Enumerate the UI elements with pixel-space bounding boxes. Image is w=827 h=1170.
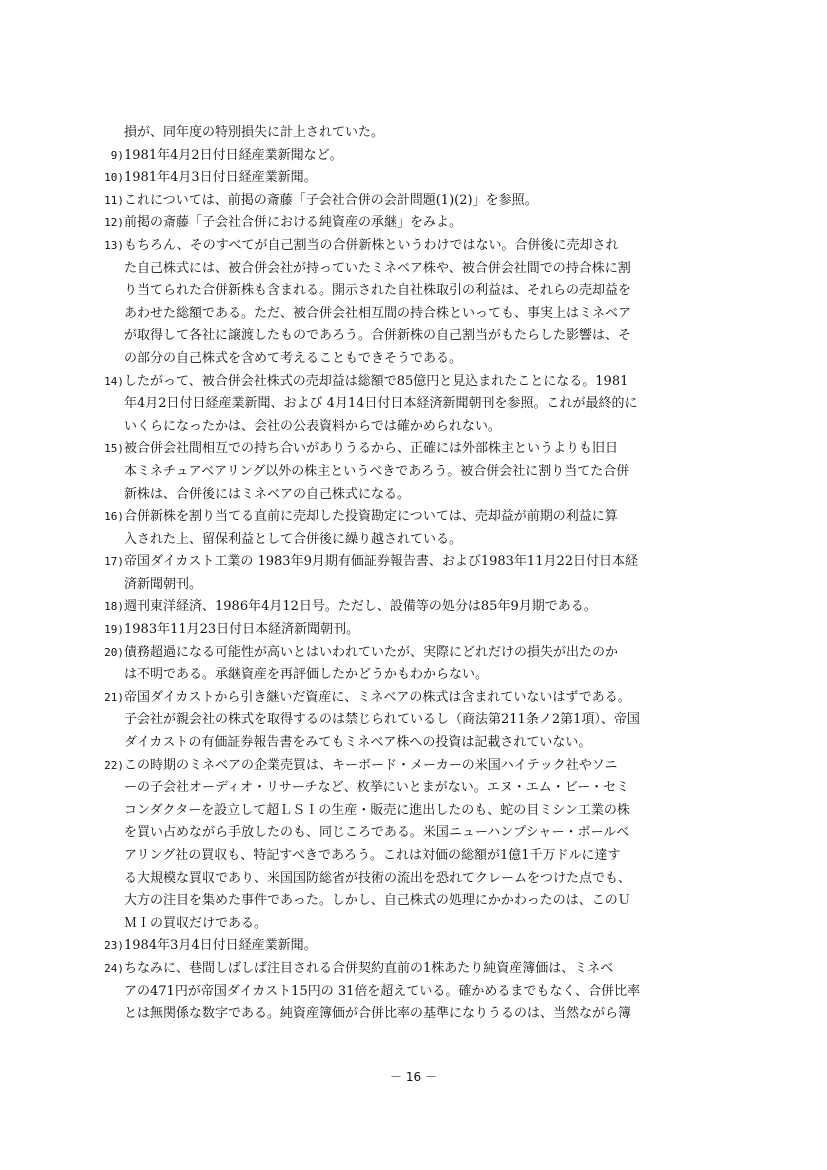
endnote-line: 新株は、合併後にはミネベアの自己株式になる。 <box>124 486 411 502</box>
endnote-line: 子会社が親会社の株式を取得するのは禁じられているし（商法第211条ノ2第1項）、帝国 <box>124 712 640 728</box>
endnote <box>104 642 744 687</box>
endnote-line: 前掲の斎藤「子会社合併における純資産の承継」をみよ。 <box>124 215 463 231</box>
endnotes-list <box>104 122 744 1026</box>
endnote-number: 18) <box>104 600 124 614</box>
endnote-line: 年4月2日付日経産業新聞、および 4月14日付日本経済新聞朝刊を参照。これが最終的に <box>124 396 638 412</box>
endnote-line: 済新聞朝刊。 <box>124 576 203 592</box>
endnote-line: 1981年4月3日付日経産業新聞。 <box>124 170 317 186</box>
endnote-line: が取得して各社に譲渡したものであろう。合併新株の自己割当がもたらした影響は、そ <box>124 328 632 344</box>
endnote-line: この時期のミネベアの企業売買は、キーボード・メーカーの米国ハイテック社やソニ <box>124 757 618 773</box>
endnote <box>104 755 744 936</box>
endnote-number: 9) <box>110 148 124 162</box>
endnote-line: る大規模な買収であり、米国国防総省が技術の流出を恐れてクレームをつけた点でも、 <box>124 870 632 886</box>
endnote-number: 19) <box>104 623 124 637</box>
endnote <box>104 506 744 551</box>
endnote-line: 被合併会社間相互での持ち合いがありうるから、正確には外部株主というよりも旧日 <box>124 441 619 457</box>
endnote-line: ＭＩの買収だけである。 <box>124 915 268 931</box>
endnote-number: 22) <box>104 758 124 772</box>
endnote <box>104 167 744 190</box>
endnote-line: ダイカストの有価証券報告書をみてもミネベア株への投資は記載されていない。 <box>124 735 592 751</box>
endnote <box>104 145 744 168</box>
endnote-line: ーの子会社オーディオ・リサーチなど、枚挙にいとまがない。エヌ・エム・ビー・セミ <box>124 780 630 796</box>
endnote-line: アの471円が帝国ダイカスト15円の 31倍を超えている。確かめるまでもなく、合併比率 <box>124 983 641 999</box>
endnote-line: 1981年4月2日付日経産業新聞など。 <box>124 147 343 163</box>
endnote-number: 21) <box>104 690 124 704</box>
endnote-line: 入された上、留保利益として合併後に繰り越されている。 <box>124 531 463 547</box>
endnote-line: コンダクターを設立して超ＬＳＩの生産・販売に進出したのも、蛇の目ミシン工業の株 <box>124 802 630 818</box>
endnote-line: 1983年11月23日付日本経済新聞朝刊。 <box>124 622 360 638</box>
endnote-number: 24) <box>104 961 124 975</box>
endnote-line: を買い占めながら手放したのも、同じころである。米国ニューハンプシャー・ボールベ <box>124 825 630 841</box>
endnote-line: り当てられた合併新株も含まれる。開示された自社株取引の利益は、それらの売却益を <box>124 283 632 299</box>
endnote <box>104 122 744 145</box>
endnote-line: 合併新株を割り当てる直前に売却した投資勘定については、売却益が前期の利益に算 <box>124 509 618 525</box>
endnote-line: もちろん、そのすべてが自己割当の合併新株というわけではない。合併後に売却され <box>124 237 619 253</box>
endnote-number: 10) <box>104 171 124 185</box>
endnote-number: 20) <box>104 645 124 659</box>
endnote-line: 帝国ダイカスト工業の 1983年9月期有価証券報告書、および1983年11月22日付日本経 <box>124 554 639 570</box>
endnote-line: の部分の自己株式を含めて考えることもできそうである。 <box>124 350 463 366</box>
endnote <box>104 235 744 371</box>
endnote-line: 大方の注目を集めた事件であった。しかし、自己株式の処理にかかわったのは、このＵ <box>124 893 631 909</box>
endnote <box>104 935 744 958</box>
endnote-line: 1984年3月4日付日経産業新聞。 <box>124 938 317 954</box>
endnote-line: あわせた総額である。ただ、被合併会社相互間の持合株といっても、事実上はミネベア <box>124 305 632 321</box>
endnote <box>104 687 744 755</box>
endnote-line: 損が、同年度の特別損失に計上されていた。 <box>124 125 385 140</box>
endnote <box>104 212 744 235</box>
endnote-line: 本ミネチュアベアリング以外の株主というべきであろう。被合併会社に割り当てた合併 <box>124 463 630 479</box>
endnote-line: た自己株式には、被合併会社が持っていたミネベア株や、被合併会社間での持合株に割 <box>124 260 631 276</box>
endnote <box>104 958 744 1026</box>
endnote-number: 13) <box>104 238 124 252</box>
endnote <box>104 371 744 439</box>
endnote <box>104 551 744 596</box>
endnote-line: これについては、前掲の斎藤「子会社合併の会計問題(1)(2)」を参照。 <box>124 192 538 208</box>
endnote <box>104 190 744 213</box>
endnote-number: 16) <box>104 510 124 524</box>
endnote <box>104 596 744 619</box>
endnote-line: 帝国ダイカストから引き継いだ資産に、ミネベアの株式は含まれていないはずである。 <box>124 689 631 705</box>
endnote-line: いくらになったかは、会社の公表資料からでは確かめられない。 <box>124 418 501 434</box>
endnote-number: 15) <box>104 442 124 456</box>
endnote-number: 11) <box>104 193 124 207</box>
endnote-line: したがって、被合併会社株式の売却益は総額で85億円と見込まれたことになる。1981 <box>124 373 629 389</box>
endnote-line: は不明である。承継資産を再評価したかどうかもわからない。 <box>124 667 489 683</box>
endnote-line: 週刊東洋経済、1986年4月12日号。ただし、設備等の処分は85年9月期である。 <box>124 599 597 615</box>
endnote-number: 14) <box>104 374 124 388</box>
endnote <box>104 619 744 642</box>
endnote-number: 23) <box>104 939 124 953</box>
endnote <box>104 438 744 506</box>
endnote-line: 債務超過になる可能性が高いとはいわれていたが、実際にどれだけの損失が出たのか <box>124 644 619 660</box>
endnote-line: アリング社の買収も、特記すべきであろう。これは対価の総額が1億1千万ドルに達す <box>124 848 621 863</box>
endnote-line: ちなみに、巷間しばしば注目される合併契約直前の1株あたり純資産簿価は、ミネベ <box>124 960 614 976</box>
endnote-number: 17) <box>104 555 124 569</box>
endnote-number: 12) <box>104 216 124 230</box>
page-number: － 16 － <box>390 1070 437 1084</box>
endnote-line: とは無関係な数字である。純資産簿価が合併比率の基準になりうるのは、当然ながら簿 <box>124 1006 632 1022</box>
